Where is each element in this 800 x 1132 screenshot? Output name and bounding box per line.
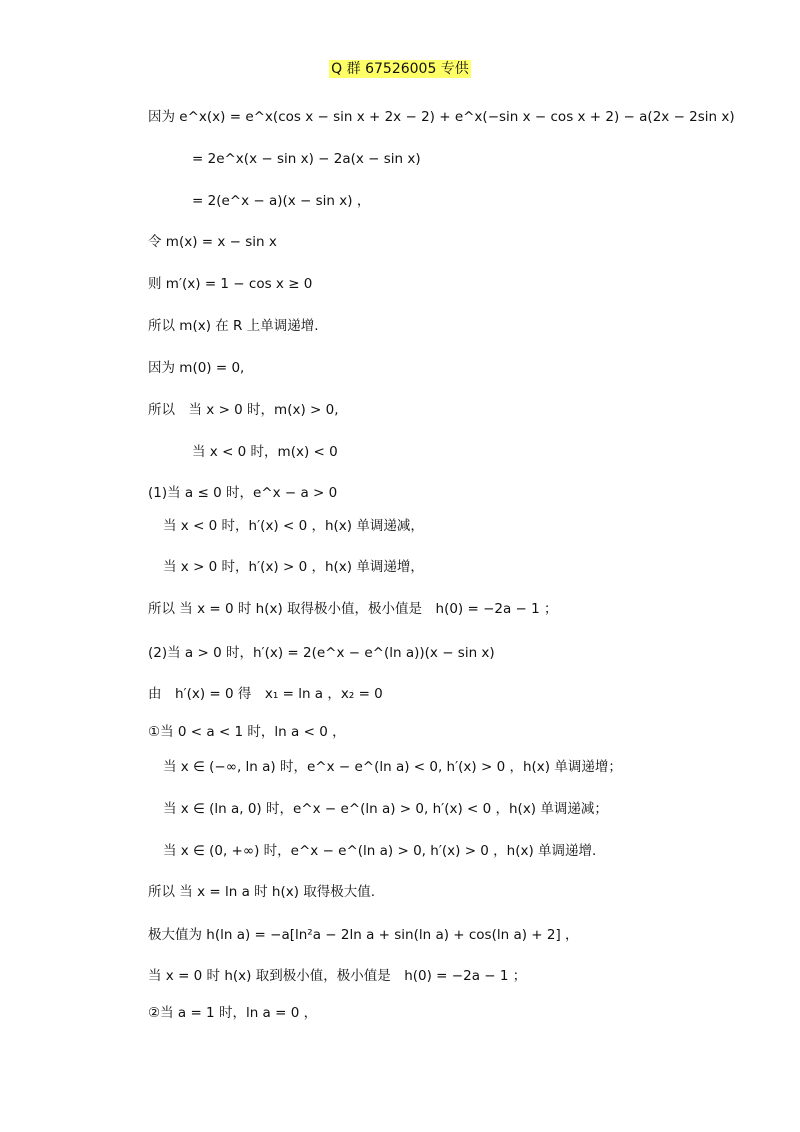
critical-points: 由 h′(x) = 0 得 x₁ = ln a ，x₂ = 0 bbox=[148, 686, 383, 702]
m-positive: 所以 当 x > 0 时，m(x) > 0, bbox=[148, 402, 339, 418]
subcase-2-heading: ②当 a = 1 时，ln a = 0 ， bbox=[148, 1005, 318, 1021]
subcase-1-interval-2: 当 x ∈ (ln a, 0) 时，e^x − e^(ln a) > 0, h′(x) < 0 ，h(x) 单调递减； bbox=[163, 801, 608, 817]
m-zero: 因为 m(0) = 0, bbox=[148, 360, 245, 376]
case-2-heading: (2)当 a > 0 时，h′(x) = 2(e^x − e^(ln a))(x − sin x) bbox=[148, 645, 495, 661]
maximum-statement: 所以 当 x = ln a 时 h(x) 取得极大值. bbox=[148, 884, 376, 900]
define-m: 令 m(x) = x − sin x bbox=[148, 234, 277, 250]
m-increasing: 所以 m(x) 在 R 上单调递增. bbox=[148, 318, 319, 334]
derivative-line: 因为 e^x(x) = e^x(cos x − sin x + 2x − 2) + e^x(−sin x − cos x + 2) − a(2x − 2sin x) bbox=[148, 109, 735, 125]
derivative-step-2: = 2(e^x − a)(x − sin x) ， bbox=[192, 193, 371, 209]
case-1-heading: (1)当 a ≤ 0 时，e^x − a > 0 bbox=[148, 485, 338, 501]
subcase-1-heading: ①当 0 < a < 1 时，ln a < 0 ， bbox=[148, 724, 346, 740]
case-1-decreasing: 当 x < 0 时，h′(x) < 0 ，h(x) 单调递减， bbox=[163, 518, 424, 534]
header-highlight: Q 群 67526005 专供 bbox=[331, 61, 469, 77]
page-header bbox=[0, 58, 800, 78]
case-1-increasing: 当 x > 0 时，h′(x) > 0 ，h(x) 单调递增， bbox=[163, 559, 424, 575]
maximum-value: 极大值为 h(ln a) = −a[ln²a − 2ln a + sin(ln a) + cos(ln a) + 2] ， bbox=[148, 927, 579, 943]
m-derivative: 则 m′(x) = 1 − cos x ≥ 0 bbox=[148, 276, 313, 292]
m-negative: 当 x < 0 时，m(x) < 0 bbox=[192, 444, 338, 460]
minimum-statement: 当 x = 0 时 h(x) 取到极小值，极小值是 h(0) = −2a − 1 ； bbox=[148, 968, 527, 984]
subcase-1-interval-1: 当 x ∈ (−∞, ln a) 时，e^x − e^(ln a) < 0, h′(x) > 0 ，h(x) 单调递增； bbox=[163, 759, 622, 775]
derivative-step-1: = 2e^x(x − sin x) − 2a(x − sin x) bbox=[192, 151, 421, 167]
subcase-1-interval-3: 当 x ∈ (0, +∞) 时，e^x − e^(ln a) > 0, h′(x) > 0 ，h(x) 单调递增. bbox=[163, 843, 597, 859]
case-1-minimum: 所以 当 x = 0 时 h(x) 取得极小值，极小值是 h(0) = −2a − 1 ； bbox=[148, 601, 558, 617]
